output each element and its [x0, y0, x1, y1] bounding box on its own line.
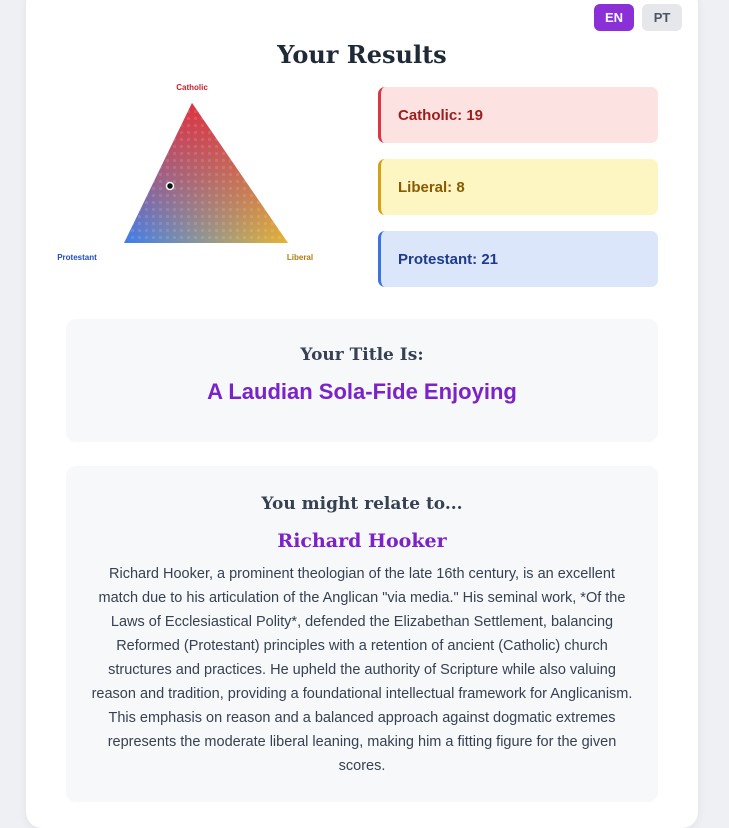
figure-description: Richard Hooker, a prominent theologian of the late 16th century, is an excellent match due to his articulation of the Anglican "via media." His seminal work, *Of the Laws of Ecclesiastical Polity*, defended the Elizabethan Settlement, balancing Reformed (Protestant) principles with a retention of ancient (Catholic) church structures and practices. He upheld the authority of Scripture while also valuing reason and tradition, providing a foundational intellectual framework for Anglicanism. This emphasis on reason and a balanced approach against dogmatic extremes represents the moderate liberal leaning, making him a fitting figure for the given scores. [91, 566, 633, 774]
title-value: A Laudian Sola-Fide Enjoying [207, 379, 517, 404]
vertex-label-protestant: Protestant [57, 253, 97, 262]
score-catholic: Catholic: 19 [378, 87, 658, 143]
score-liberal: Liberal: 8 [378, 159, 658, 215]
title-panel [66, 319, 658, 442]
triangle-texture [124, 103, 288, 243]
title-heading: Your Title Is: [300, 345, 424, 365]
vertex-label-liberal: Liberal [286, 253, 314, 262]
lang-en-button[interactable]: EN [594, 4, 634, 31]
figure-name: Richard Hooker [277, 530, 447, 552]
score-marker [167, 183, 174, 190]
vertex-label-catholic: Catholic [176, 83, 208, 92]
ternary-chart [57, 83, 336, 277]
relate-heading: You might relate to... [261, 494, 463, 514]
language-switcher [594, 4, 682, 31]
score-protestant: Protestant: 21 [378, 231, 658, 287]
relate-panel [66, 466, 658, 802]
score-list [378, 87, 658, 303]
page-title: Your Results [277, 40, 447, 69]
results-card [26, 0, 698, 828]
lang-pt-button[interactable]: PT [642, 4, 682, 31]
